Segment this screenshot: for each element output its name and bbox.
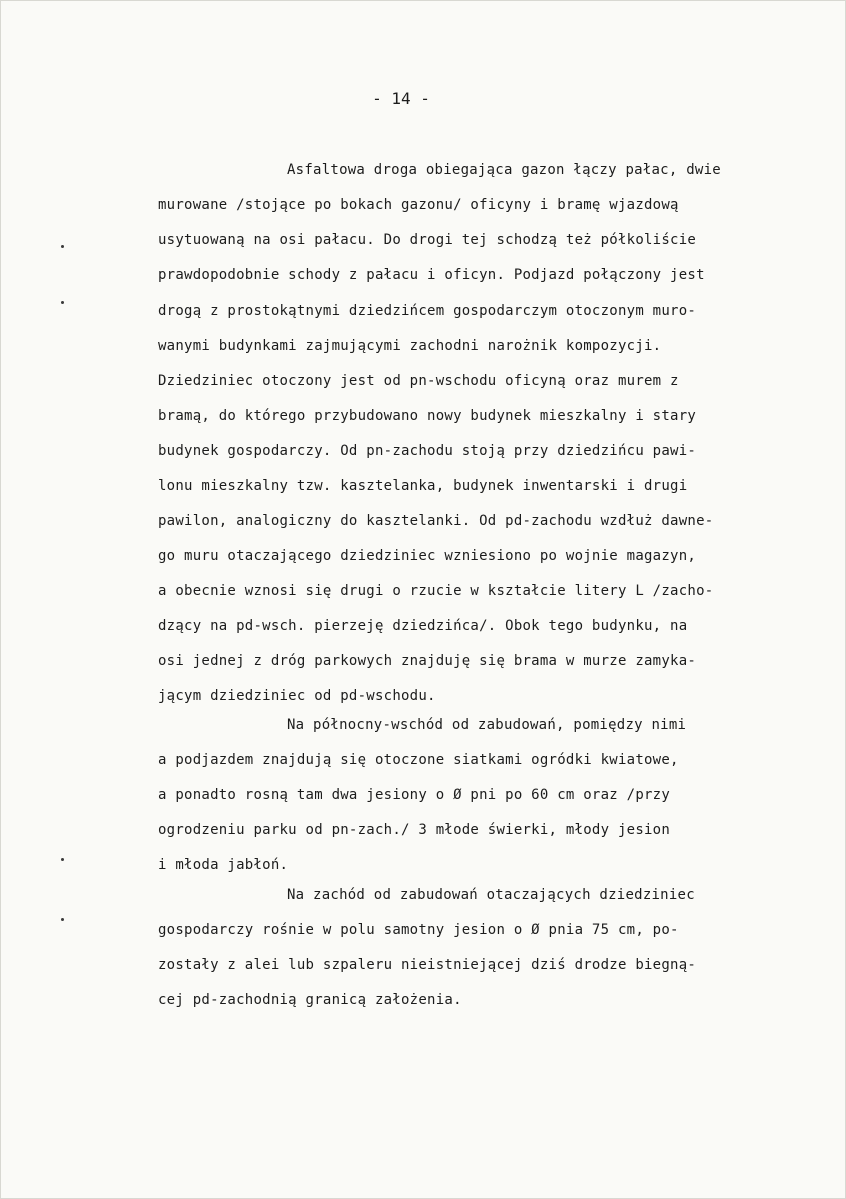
text-line: drogą z prostokątnymi dziedzińcem gospodarczym otoczonym muro- [158,303,697,319]
text-line: osi jednej z dróg parkowych znajduję się brama w murze zamyka- [158,653,697,669]
text-line: usytuowaną na osi pałacu. Do drogi tej schodzą też półkoliście [158,232,697,248]
text-line: go muru otaczającego dziedziniec wzniesiono po wojnie magazyn, [158,548,697,564]
margin-dot [61,245,64,248]
text-line: ogrodzeniu parku od pn-zach./ 3 młode świerki, młody jesion [158,822,671,838]
margin-dot [61,858,64,861]
text-line: dzący na pd-wsch. pierzeję dziedzińca/. Obok tego budynku, na [158,618,688,634]
text-line: a ponadto rosną tam dwa jesiony o Ø pni po 60 cm oraz /przy [158,787,671,803]
page-number: - 14 - [372,89,430,108]
text-line: a podjazdem znajdują się otoczone siatkami ogródki kwiatowe, [158,752,679,768]
text-line: pawilon, analogiczny do kasztelanki. Od pd-zachodu wzdłuż dawne- [158,513,714,529]
text-line: cej pd-zachodnią granicą założenia. [158,992,462,1008]
text-line: bramą, do którego przybudowano nowy budynek mieszkalny i stary [158,408,697,424]
text-line: prawdopodobnie schody z pałacu i oficyn. Podjazd połączony jest [158,267,705,283]
margin-dot [61,918,64,921]
margin-dot [61,301,64,304]
text-line: jącym dziedziniec od pd-wschodu. [158,688,436,704]
text-line: gospodarczy rośnie w polu samotny jesion o Ø pnia 75 cm, po- [158,922,679,938]
text-line: a obecnie wznosi się drugi o rzucie w kształcie litery L /zacho- [158,583,714,599]
text-line: murowane /stojące po bokach gazonu/ oficyny i bramę wjazdową [158,197,679,213]
text-line: lonu mieszkalny tzw. kasztelanka, budynek inwentarski i drugi [158,478,688,494]
text-line: zostały z alei lub szpaleru nieistniejącej dziś drodze biegną- [158,957,697,973]
text-line: budynek gospodarczy. Od pn-zachodu stoją przy dziedzińcu pawi- [158,443,697,459]
text-line: i młoda jabłoń. [158,857,289,873]
text-line: Na północny-wschód od zabudowań, pomiędzy nimi [287,717,687,733]
text-line: Na zachód od zabudowań otaczających dziedziniec [287,887,695,903]
text-line: Dziedziniec otoczony jest od pn-wschodu oficyną oraz murem z [158,373,679,389]
text-line: Asfaltowa droga obiegająca gazon łączy pałac, dwie [287,162,721,178]
text-line: wanymi budynkami zajmującymi zachodni narożnik kompozycji. [158,338,662,354]
